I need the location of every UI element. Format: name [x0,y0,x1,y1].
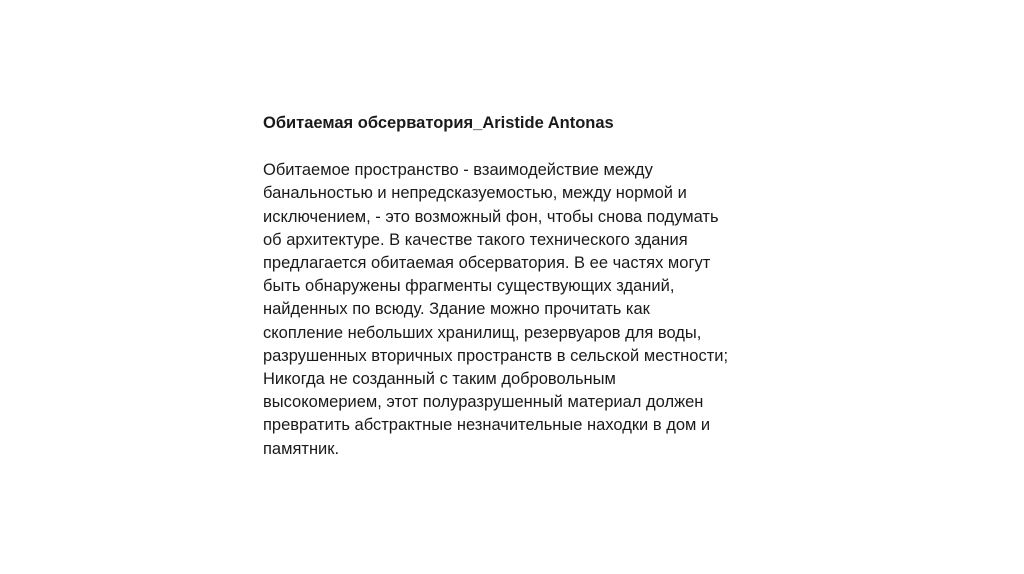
body-line: скопление небольших хранилищ, резервуаров для воды, [263,323,702,342]
document-body [263,159,783,461]
body-line: найденных по всюду. Здание можно прочитать как [263,300,650,319]
body-line: высокомерием, этот полуразрушенный материал должен [263,393,704,412]
document-title: Обитаемая обсерватория_Aristide Antonas [263,114,614,132]
body-line: Никогда не созданный с таким добровольным [263,370,616,389]
body-line: об архитектуре. В качестве такого технического здания [263,230,688,249]
body-line: банальностью и непредсказуемостью, между нормой и [263,184,687,203]
body-line: разрушенных вторичных пространств в сельской местности; [263,346,729,365]
body-line: превратить абстрактные незначительные находки в дом и [263,416,711,435]
body-line: Обитаемое пространство - взаимодействие между [263,161,653,180]
body-line: памятник. [263,439,340,458]
body-line: исключением, - это возможный фон, чтобы снова подумать [263,207,719,226]
body-line: предлагается обитаемая обсерватория. В ее частях могут [263,254,711,273]
text-block [263,112,783,461]
body-line: быть обнаружены фрагменты существующих зданий, [263,277,675,296]
